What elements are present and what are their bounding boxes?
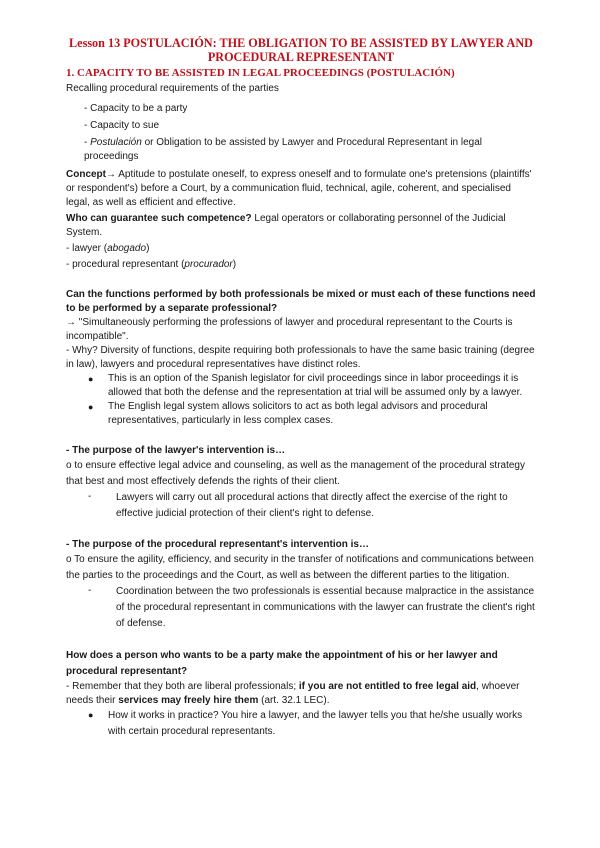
bullet-item [66, 400, 536, 428]
answer-mid: , whoever needs their [66, 681, 520, 706]
recalling-text: Recalling procedural requirements of the parties [66, 83, 279, 94]
representant-line [66, 258, 536, 272]
answer-text: "Simultaneously performing the professions of lawyer and procedural representant to the Courts is incompatible". [66, 317, 513, 342]
dash-item [66, 490, 536, 522]
bullet-item [66, 708, 536, 740]
postulacion-term: Postulación [90, 137, 142, 148]
lawyer-purpose-text: o to ensure effective legal advice and counseling, as well as the management of the procedural strategy that best and most effectively defends the rights of their client. [66, 460, 525, 487]
who-paragraph [66, 212, 536, 240]
who-label: Who can guarantee such competence? [66, 213, 252, 224]
who-text: Legal operators or collaborating personnel of the Judicial System. [66, 213, 506, 238]
dash-item [66, 584, 536, 632]
question-1: Can the functions performed by both professionals be mixed or must each of these functions need to be performed by a separate professional? [66, 289, 536, 314]
dash-icon: - [88, 585, 92, 596]
concept-paragraph [66, 168, 536, 210]
lawyer-purpose-heading: - The purpose of the lawyer's intervention is… [66, 445, 286, 456]
rep-pre: - procedural representant ( [66, 259, 185, 270]
requirement-item: - Capacity to be a party [84, 103, 188, 114]
requirement-item: - Postulación or Obligation to be assisted by Lawyer and Procedural Representant in legal proceedings [84, 137, 483, 162]
dash-text: Lawyers will carry out all procedural actions that directly affect the exercise of the right to effective judicial protection of their client's right to defense. [116, 492, 508, 519]
answer-pre: - Remember that they both are liberal professionals; [66, 681, 299, 692]
lawyer-pre: - lawyer ( [66, 243, 108, 254]
lawyer-post: ) [146, 243, 150, 254]
dash-text: Coordination between the two professionals is essential because malpractice in the assistance of the procedural representant in communications with the lawyer can frustrate the client's right of defense. [116, 586, 535, 629]
concept-label: Concept [66, 169, 106, 180]
bullet-text: How it works in practice? You hire a lawyer, and the lawyer tells you that he/she usually works with certain procedural representants. [108, 710, 523, 737]
rep-purpose-text: o To ensure the agility, efficiency, and security in the transfer of notifications and communications between the parties to the proceedings and the Court, as well as between the different parties to the litigation. [66, 554, 534, 581]
question-1-why: - Why? Diversity of functions, despite requiring both professionals to have the same basic training (degree in law), lawyers and procedural representatives have distinct roles. [66, 345, 535, 370]
arrow-icon: → [106, 169, 116, 180]
lawyer-line [66, 242, 536, 256]
question-2: How does a person who wants to be a party make the appointment of his or her lawyer and procedural representant? [66, 650, 498, 677]
question-1-answer [66, 316, 536, 344]
question-2-answer [66, 680, 536, 708]
rep-post: ) [232, 259, 237, 270]
bullet-icon: ● [88, 710, 94, 720]
bullet-text: The English legal system allows solicitors to act as both legal advisors and procedural representatives, particularly in less complex cases. [108, 401, 488, 426]
procurador-term: procurador [184, 259, 233, 270]
requirement-item: - Capacity to sue [84, 120, 160, 131]
page-title: Lesson 13 POSTULACIÓN: THE OBLIGATION TO BE ASSISTED BY LAWYER AND PROCEDURAL REPRESENTANT [69, 36, 533, 64]
answer-post: (art. 32.1 LEC). [258, 695, 330, 706]
document-page [66, 36, 536, 740]
section-heading-1: 1. CAPACITY TO BE ASSISTED IN LEGAL PROCEEDINGS (POSTULACIÓN) [66, 67, 455, 79]
concept-text: Aptitude to postulate oneself, to express oneself and to formulate one's pretensions (plaintiffs' or respondent's) before a Court, by a communication fluid, technical, agile, coherent, and specialised legal, as well as efficient and effective. [66, 169, 532, 208]
arrow-icon: → [66, 317, 76, 328]
bullet-icon: ● [88, 402, 94, 412]
bullet-icon: ● [88, 374, 94, 384]
rep-purpose-heading: - The purpose of the procedural representant's intervention is… [66, 539, 369, 550]
abogado-term: abogado [107, 243, 147, 254]
dash-icon: - [88, 491, 92, 502]
answer-bold-1: if you are not entitled to free legal aid [298, 681, 477, 692]
answer-bold-2: services may freely hire them [118, 695, 259, 706]
bullet-text: This is an option of the Spanish legislator for civil proceedings since in labor proceedings it is allowed that both the defense and the representation at trial will be assumed only by a lawyer. [108, 373, 523, 398]
bullet-item [66, 372, 536, 400]
requirement-text: or Obligation to be assisted by Lawyer and Procedural Representant in legal proceedings [84, 137, 483, 162]
